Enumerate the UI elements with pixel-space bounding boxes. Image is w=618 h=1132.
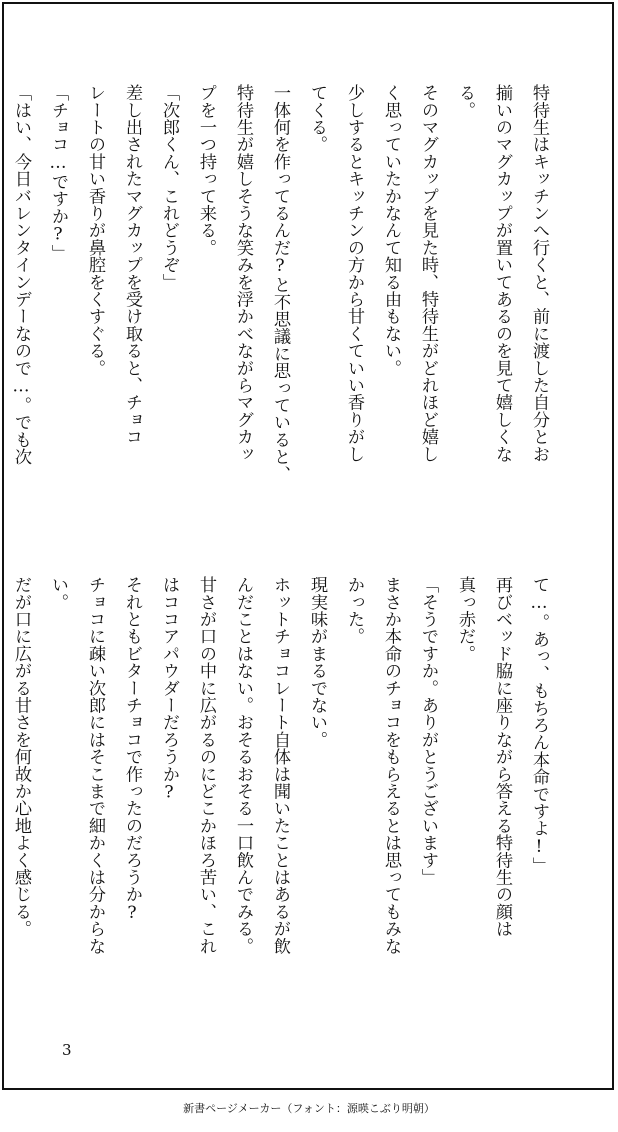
text-line: 甘さが口の中に広がるのにどこかほろ苦い、これ [196, 576, 216, 955]
text-line: 「そうですか。ありがとうございます」 [418, 576, 438, 886]
text-line: てくる。 [307, 84, 327, 153]
text-line: だが口に広がる甘さを何故か心地よく感じる。 [11, 576, 31, 938]
footer-credit: 新書ページメーカー（フォント：源暎こぶり明朝） [183, 1102, 435, 1115]
text-line: 「はい、今日バレンタインデーなので…。でも次 [11, 84, 31, 466]
text-line: それともビターチョコで作ったのだろうか? [122, 576, 142, 923]
text-line: ホットチョコレート自体は聞いたことはあるが飲 [270, 576, 290, 955]
book-page [2, 2, 614, 1090]
text-line: まさか本命のチョコをもらえるとは思ってもみな [381, 576, 401, 955]
text-line: 「チョコ…ですか?」 [48, 84, 68, 262]
text-column-top [11, 84, 554, 536]
text-line: い。 [48, 576, 68, 611]
text-column-bottom [11, 576, 554, 1028]
text-line: 差し出されたマグカップを受け取ると、チョコ [122, 84, 142, 446]
text-line: 現実味がまるでない。 [307, 576, 327, 748]
text-line: チョコに疎い次郎にはそこまで細かくは分からな [85, 576, 105, 955]
text-line: 少しするとキッチンの方から甘くていい香りがし [344, 84, 364, 463]
text-line: る。 [455, 84, 475, 119]
text-line: 真っ赤だ。 [455, 576, 475, 662]
text-line: そのマグカップを見た時、特待生がどれほど嬉し [418, 84, 438, 463]
text-line: 一体何を作ってるんだ?と不思議に思っていると、 [270, 84, 290, 483]
text-line: んだことはない。おそるおそる一口飲んでみる。 [233, 576, 253, 955]
text-line: く思っていたかなんて知る由もない。 [381, 84, 401, 377]
text-line: て…。あっ、もちろん本命ですよ!」 [529, 576, 549, 874]
text-line: 特待生が嬉しそうな笑みを浮かべながらマグカッ [233, 84, 253, 463]
page-number: 3 [62, 1041, 72, 1059]
text-line: はココアパウダーだろうか? [159, 576, 179, 803]
text-line: レートの甘い香りが鼻腔をくすぐる。 [85, 84, 105, 377]
text-line: プを一つ持って来る。 [196, 84, 216, 256]
text-line: かった。 [344, 576, 364, 645]
text-line: 揃いのマグカップが置いてあるのを見て嬉しくな [492, 84, 512, 463]
text-line: 特待生はキッチンへ行くと、前に渡した自分とお [529, 84, 549, 463]
text-line: 「次郎くん、これどうぞ」 [159, 84, 179, 291]
text-line: 再びベッド脇に座りながら答える特待生の顔は [492, 576, 512, 938]
